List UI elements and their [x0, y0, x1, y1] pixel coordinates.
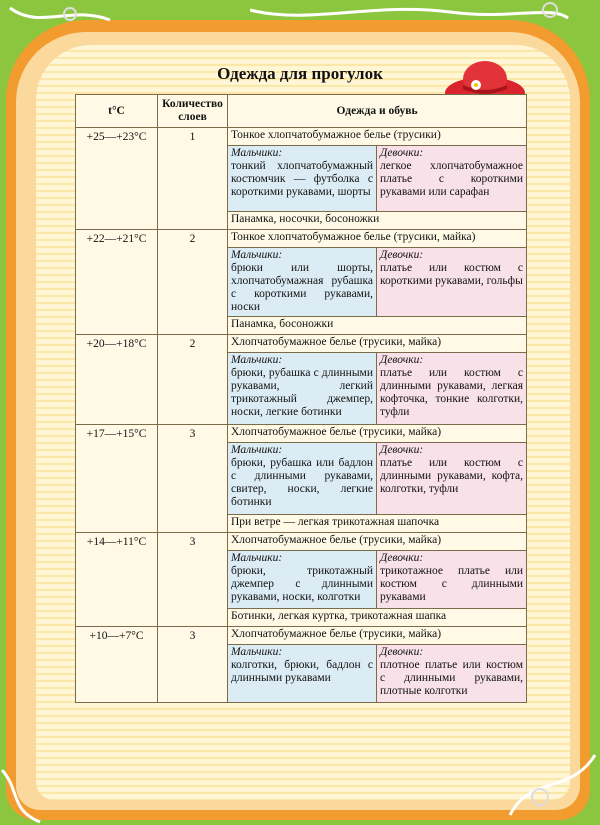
table-row: [76, 425, 527, 443]
boys-cell: [228, 645, 377, 703]
table-row: [76, 533, 527, 551]
layers-cell: 2: [158, 230, 228, 335]
table-row: [76, 230, 527, 248]
girls-label: Девочки:: [380, 354, 424, 366]
extra-cell: Ботинки, легкая куртка, трикотажная шапка: [228, 609, 527, 627]
temperature-cell: +10—+7°C: [76, 627, 158, 703]
temperature-cell: +14—+11°C: [76, 533, 158, 627]
girls-text: трикотажное платье или костюм с длинными рукавами: [380, 565, 524, 603]
boys-cell: [228, 551, 377, 609]
boys-text: колготки, брюки, бадлон с длинными рукавами: [231, 659, 373, 684]
string-ring-icon: [0, 760, 60, 825]
extra-cell: При ветре — легкая трикотажная шапочка: [228, 515, 527, 533]
boys-label: Мальчики:: [231, 444, 283, 456]
girls-cell: [377, 248, 527, 317]
extra-cell: Панамка, босоножки: [228, 317, 527, 335]
girls-cell: [377, 551, 527, 609]
girls-label: Девочки:: [380, 444, 424, 456]
boys-text: брюки, рубашка или бадлон с длинными рукавами, свитер, носки, легкие ботинки: [231, 457, 373, 508]
temperature-cell: +20—+18°C: [76, 335, 158, 425]
boys-text: брюки, трикотажный джемпер с длинными рукавами, носки, колготки: [231, 565, 373, 603]
girls-text: платье или костюм с короткими рукавами, гольфы: [380, 262, 524, 287]
girls-text: платье или костюм с длинными рукавами, легкая кофточка, тонкие колготки, туфли: [380, 367, 524, 418]
header-layers: Количество слоев: [158, 95, 228, 128]
girls-cell: [377, 645, 527, 703]
header-clothing: Одежда и обувь: [228, 95, 527, 128]
string-ring-icon: [500, 735, 600, 825]
boys-label: Мальчики:: [231, 354, 283, 366]
boys-label: Мальчики:: [231, 249, 283, 261]
table-row: [76, 335, 527, 353]
girls-text: плотное платье или костюм с длинными рукавами, плотные колготки: [380, 659, 524, 697]
girls-label: Девочки:: [380, 147, 424, 159]
girls-cell: [377, 443, 527, 515]
boys-label: Мальчики:: [231, 552, 283, 564]
boys-cell: [228, 146, 377, 212]
boys-label: Мальчики:: [231, 646, 283, 658]
clothing-table: [75, 94, 527, 703]
boys-cell: [228, 353, 377, 425]
base-layer-cell: Тонкое хлопчатобумажное белье (трусики, майка): [228, 230, 527, 248]
base-layer-cell: Хлопчатобумажное белье (трусики, майка): [228, 425, 527, 443]
temperature-cell: +17—+15°C: [76, 425, 158, 533]
boys-text: брюки или шорты, хлопчатобумажная рубашка с короткими рукавами, носки: [231, 262, 373, 313]
header-temperature: t°C: [76, 95, 158, 128]
girls-cell: [377, 146, 527, 212]
layers-cell: 2: [158, 335, 228, 425]
base-layer-cell: Хлопчатобумажное белье (трусики, майка): [228, 533, 527, 551]
girls-text: легкое хлопчатобумажное платье с короткими рукавами или сарафан: [380, 160, 524, 198]
base-layer-cell: Хлопчатобумажное белье (трусики, майка): [228, 335, 527, 353]
boys-label: Мальчики:: [231, 147, 283, 159]
extra-cell: Панамка, носочки, босоножки: [228, 212, 527, 230]
temperature-cell: +22—+21°C: [76, 230, 158, 335]
temperature-cell: +25—+23°C: [76, 128, 158, 230]
layers-cell: 3: [158, 627, 228, 703]
boys-text: брюки, рубашка с длинными рукавами, легкий трикотажный джемпер, носки, легкие ботинки: [231, 367, 373, 418]
boys-cell: [228, 248, 377, 317]
base-layer-cell: Тонкое хлопчатобумажное белье (трусики): [228, 128, 527, 146]
girls-label: Девочки:: [380, 552, 424, 564]
girls-text: платье или костюм с длинными рукавами, кофта, колготки, туфли: [380, 457, 524, 495]
string-ring-icon: [250, 0, 570, 40]
table-row: [76, 128, 527, 146]
boys-text: тонкий хлопчатобумажный костюмчик — футболка с короткими рукавами, шорты: [231, 160, 373, 198]
base-layer-cell: Хлопчатобумажное белье (трусики, майка): [228, 627, 527, 645]
layers-cell: 3: [158, 425, 228, 533]
string-ring-icon: [0, 0, 120, 60]
page-title: Одежда для прогулок: [217, 64, 383, 83]
girls-label: Девочки:: [380, 249, 424, 261]
table-row: [76, 627, 527, 645]
boys-cell: [228, 443, 377, 515]
layers-cell: 3: [158, 533, 228, 627]
layers-cell: 1: [158, 128, 228, 230]
girls-label: Девочки:: [380, 646, 424, 658]
girls-cell: [377, 353, 527, 425]
